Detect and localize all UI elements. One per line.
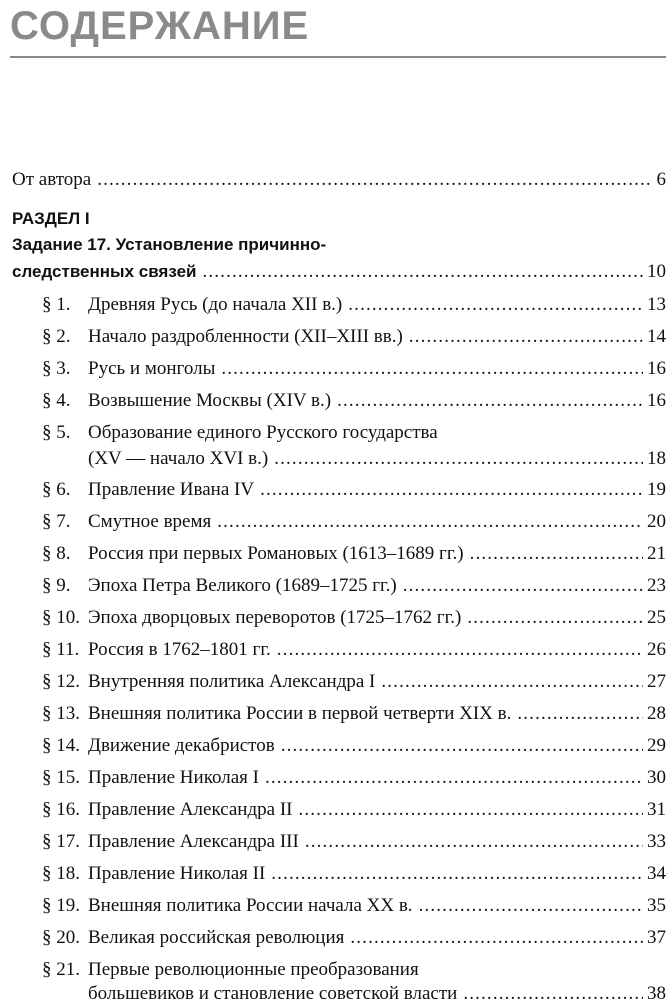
- toc-entry-label-continued: большевиков и становление советской власти: [88, 983, 458, 1004]
- toc-entry-first-line[interactable]: [42, 958, 666, 981]
- toc-entry-label: Эпоха дворцовых переворотов (1725–1762 гг.): [88, 607, 462, 628]
- dot-leader: [202, 260, 643, 283]
- toc-entry[interactable]: [42, 702, 666, 725]
- toc-entry-label: Эпоха Петра Великого (1689–1725 гг.): [88, 575, 397, 596]
- toc-entry-page: 13: [647, 294, 666, 315]
- section-number: § 19.: [42, 895, 80, 916]
- toc-entry[interactable]: [42, 894, 666, 917]
- toc-entry-page: 14: [647, 326, 666, 347]
- section-number: § 4.: [42, 390, 71, 411]
- toc-entry-page: 31: [647, 799, 666, 820]
- toc-entry[interactable]: [42, 357, 666, 380]
- toc-entry-page: 21: [647, 543, 666, 564]
- toc-entry-label: От автора: [12, 169, 92, 190]
- toc-entry-page: 38: [647, 983, 666, 1004]
- section-number: § 1.: [42, 294, 71, 315]
- toc-entry-label: Внешняя политика России в первой четверти XIX в.: [88, 703, 512, 724]
- dot-leader: [217, 510, 643, 533]
- toc-entry[interactable]: [42, 574, 666, 597]
- dot-leader: [337, 389, 643, 412]
- section-heading: РАЗДЕЛ I: [12, 209, 90, 228]
- toc-entry[interactable]: [42, 606, 666, 629]
- toc-entry-page: 33: [647, 831, 666, 852]
- toc-entry[interactable]: [42, 325, 666, 348]
- section-number: § 14.: [42, 735, 80, 756]
- toc-entry-page: 26: [647, 639, 666, 660]
- toc-entry-page: 28: [647, 703, 666, 724]
- toc-entry-page: 27: [647, 671, 666, 692]
- toc-entry-label: Правление Николая II: [88, 863, 266, 884]
- dot-leader: [467, 606, 643, 629]
- toc-entry[interactable]: [42, 542, 666, 565]
- toc-entry[interactable]: [42, 862, 666, 885]
- toc-entry-label: Внутренняя политика Александра I: [88, 671, 376, 692]
- toc-entry[interactable]: [42, 734, 666, 757]
- toc-entry-label: Правление Ивана IV: [88, 479, 255, 500]
- toc-entry-continuation[interactable]: [88, 447, 666, 470]
- section-number: § 9.: [42, 575, 71, 596]
- dot-leader: [221, 357, 643, 380]
- toc-entry-label: Образование единого Русского государства: [88, 422, 438, 443]
- dot-leader: [265, 766, 643, 789]
- dot-leader: [271, 862, 643, 885]
- dot-leader: [381, 670, 643, 693]
- toc-entry-label: Правление Николая I: [88, 767, 259, 788]
- toc-entry-page: 23: [647, 575, 666, 596]
- toc-entry-label: Россия при первых Романовых (1613–1689 гг.): [88, 543, 464, 564]
- toc-entry[interactable]: [42, 510, 666, 533]
- section-number: § 12.: [42, 671, 80, 692]
- toc-entry-page: 20: [647, 511, 666, 532]
- toc-entry-label: Россия в 1762–1801 гг.: [88, 639, 271, 660]
- title-divider: [10, 56, 666, 58]
- section-number: § 15.: [42, 767, 80, 788]
- section-number: § 16.: [42, 799, 80, 820]
- toc-entry-first-line[interactable]: [42, 421, 666, 444]
- dot-leader: [274, 447, 643, 470]
- toc-entry[interactable]: [42, 830, 666, 853]
- toc-entry-page: 6: [656, 169, 666, 190]
- section-number: § 6.: [42, 479, 71, 500]
- toc-entry[interactable]: [42, 670, 666, 693]
- toc-entry[interactable]: [42, 293, 666, 316]
- toc-entry[interactable]: [42, 478, 666, 501]
- toc-entry-label: Великая российская революция: [88, 927, 345, 948]
- section-number: § 13.: [42, 703, 80, 724]
- dot-leader: [463, 982, 643, 1005]
- toc-entry-label: Правление Александра II: [88, 799, 293, 820]
- dot-leader: [298, 798, 643, 821]
- dot-leader: [281, 734, 643, 757]
- toc-entry-page: 18: [647, 448, 666, 469]
- toc-entry-label: Начало раздробленности (XII–XIII вв.): [88, 326, 403, 347]
- dot-leader: [517, 702, 643, 725]
- toc-entry-page: 37: [647, 927, 666, 948]
- dot-leader: [419, 894, 643, 917]
- toc-entry-page: 10: [647, 261, 666, 282]
- dot-leader: [305, 830, 643, 853]
- dot-leader: [277, 638, 643, 661]
- dot-leader: [260, 478, 643, 501]
- toc-entry-label: Правление Александра III: [88, 831, 299, 852]
- dot-leader: [350, 926, 643, 949]
- toc-entry[interactable]: [42, 389, 666, 412]
- toc-entry[interactable]: [42, 766, 666, 789]
- toc-entry-continuation[interactable]: [88, 982, 666, 1005]
- toc-entry-label-continued: (XV — начало XVI в.): [88, 448, 269, 469]
- toc-entry-page: 35: [647, 895, 666, 916]
- toc-entry-page: 19: [647, 479, 666, 500]
- dot-leader: [97, 168, 652, 191]
- toc-entry-page: 29: [647, 735, 666, 756]
- dot-leader: [403, 574, 643, 597]
- toc-entry-page: 16: [647, 390, 666, 411]
- section-number: § 18.: [42, 863, 80, 884]
- toc-entry-page: 25: [647, 607, 666, 628]
- toc-entry-label: Древняя Русь (до начала XII в.): [88, 294, 343, 315]
- section-number: § 20.: [42, 927, 80, 948]
- section-number: § 5.: [42, 422, 71, 443]
- toc-entry[interactable]: [42, 798, 666, 821]
- toc-entry-label: Первые революционные преобразования: [88, 959, 419, 980]
- section-number: § 2.: [42, 326, 71, 347]
- toc-entry-label: Русь и монголы: [88, 358, 216, 379]
- section-number: § 11.: [42, 639, 80, 660]
- toc-entry-label: Внешняя политика России начала XX в.: [88, 895, 413, 916]
- toc-entry-page: 16: [647, 358, 666, 379]
- task-title-line2: следственных связей: [12, 262, 197, 281]
- toc-entry-label: Смутное время: [88, 511, 212, 532]
- task-title-line1: Задание 17. Установление причинно-: [12, 235, 327, 254]
- section-number: § 3.: [42, 358, 71, 379]
- section-number: § 8.: [42, 543, 71, 564]
- toc-entry-page: 30: [647, 767, 666, 788]
- section-number: § 7.: [42, 511, 71, 532]
- dot-leader: [348, 293, 643, 316]
- toc-entry-intro[interactable]: [12, 168, 666, 191]
- dot-leader: [470, 542, 643, 565]
- page-title: СОДЕРЖАНИЕ: [10, 4, 310, 48]
- toc-entry-page: 34: [647, 863, 666, 884]
- section-number: § 10.: [42, 607, 80, 628]
- toc-entry-label: Движение декабристов: [88, 735, 275, 756]
- toc-entry-label: Возвышение Москвы (XIV в.): [88, 390, 332, 411]
- toc-entry-task[interactable]: [12, 260, 666, 283]
- section-number: § 17.: [42, 831, 80, 852]
- section-number: § 21.: [42, 959, 80, 980]
- dot-leader: [409, 325, 643, 348]
- toc-entry[interactable]: [42, 638, 666, 661]
- toc-entry[interactable]: [42, 926, 666, 949]
